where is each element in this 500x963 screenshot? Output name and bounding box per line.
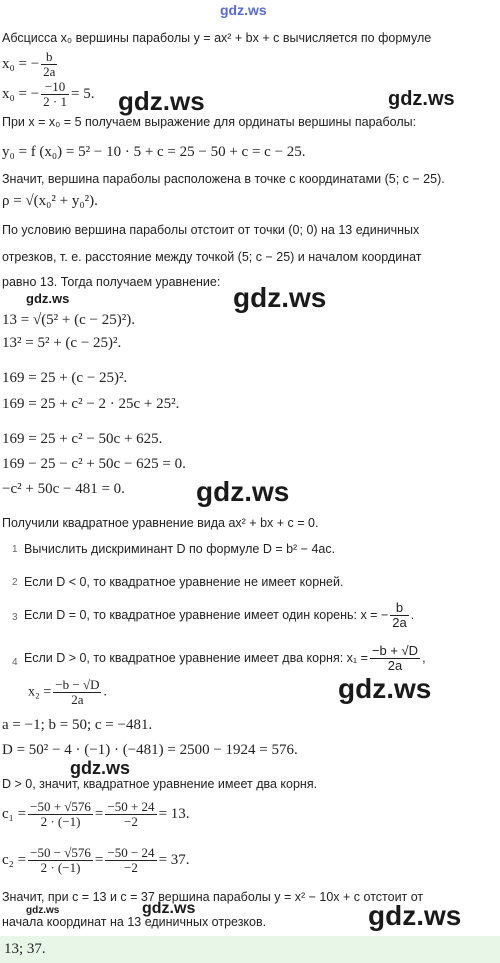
answer-text: 13; 37.	[4, 941, 46, 957]
text-line: отрезков, т. е. расстояние между точкой (5; c − 25) и началом координат	[2, 250, 422, 264]
list-number: 4	[12, 657, 18, 668]
intro-line: Абсцисса x₀ вершины параболы y = ax² + bx + c вычисляется по формуле	[2, 31, 432, 45]
equation: 169 = 25 + c² − 2 · 25c + 25².	[2, 396, 180, 412]
conclusion-line: Значит, при c = 13 и c = 37 вершина параболы y = x² − 10x + c отстоит от	[2, 890, 424, 904]
coefficients: a = −1; b = 50; c = −481.	[2, 717, 153, 733]
equation: 169 = 25 + c² − 50c + 625.	[2, 431, 163, 447]
watermark: gdz.ws	[26, 291, 70, 306]
watermark: gdz.ws	[388, 88, 455, 110]
list-item-formula: x₂ = $\frac{-b - √D}{2a}$ .	[28, 677, 107, 707]
text-line: равно 13. Тогда получаем уравнение:	[2, 275, 221, 289]
equation: 169 = 25 + (c − 25)².	[2, 370, 128, 386]
formula-x0-value: x₀ = − $\frac{-10}{2 \cdot 1}$ = 5.	[2, 79, 95, 109]
watermark: gdz.ws	[338, 673, 432, 704]
list-item: Если D = 0, то квадратное уравнение имеет один корень: x = − $\frac{b}{2a}$ .	[24, 600, 415, 631]
list-number: 3	[12, 612, 18, 623]
equation: −c² + 50c − 481 = 0.	[2, 481, 125, 497]
formula-x0: x₀ = − $\frac{b}{2a}$	[2, 49, 56, 79]
text-line: По условию вершина параболы отстоит от точки (0; 0) на 13 единичных	[2, 223, 420, 237]
discriminant: D = 50² − 4 · (−1) · (−481) = 2500 − 1924 = 576.	[2, 742, 298, 758]
list-item: Если D > 0, то квадратное уравнение имеет два корня: x₁ = $\frac{-b + √D}{2a}$ ,	[24, 643, 426, 674]
formula-y0: y₀ = f (x₀) = 5² − 10 · 5 + c = 25 − 50 + c = c − 25.	[2, 144, 306, 160]
conclusion-line: начала координат на 13 единичных отрезков.	[2, 915, 267, 929]
text-line: D > 0, значит, квадратное уравнение имеет два корня.	[2, 777, 318, 791]
watermark: gdz.ws	[368, 900, 462, 931]
list-item: Если D < 0, то квадратное уравнение не имеет корней.	[24, 575, 344, 589]
text-line: При x = x₀ = 5 получаем выражение для ординаты вершины параболы:	[2, 115, 417, 129]
equation: 13 = √(5² + (c − 25)²).	[2, 312, 135, 328]
formula-rho: ρ = √(x₀² + y₀²).	[2, 193, 98, 209]
root-c2: c₂ = $\frac{-50 - √576}{2 \cdot (-1)}$ = $\frac{-50 - 24}{-2}$ = 37.	[2, 845, 190, 875]
list-number: 1	[12, 544, 18, 555]
watermark: gdz.ws	[70, 758, 131, 778]
watermark: gdz.ws	[118, 86, 205, 116]
equation: 13² = 5² + (c − 25)².	[2, 335, 122, 351]
text-line: Получили квадратное уравнение вида ax² + bx + c = 0.	[2, 516, 319, 530]
list-item: Вычислить дискриминант D по формуле D = b² − 4ac.	[24, 542, 336, 556]
watermark: gdz.ws	[220, 2, 267, 18]
root-c1: c₁ = $\frac{-50 + √576}{2 \cdot (-1)}$ = $\frac{-50 + 24}{-2}$ = 13.	[2, 799, 190, 829]
list-number: 2	[12, 577, 18, 588]
text-line: Значит, вершина параболы расположена в точке с координатами (5; c − 25).	[2, 172, 445, 186]
watermark: gdz.ws	[26, 905, 60, 916]
answer-box	[0, 936, 500, 963]
equation: 169 − 25 − c² + 50c − 625 = 0.	[2, 456, 186, 472]
watermark: gdz.ws	[142, 900, 196, 917]
watermark: gdz.ws	[233, 282, 327, 313]
watermark: gdz.ws	[196, 476, 290, 507]
